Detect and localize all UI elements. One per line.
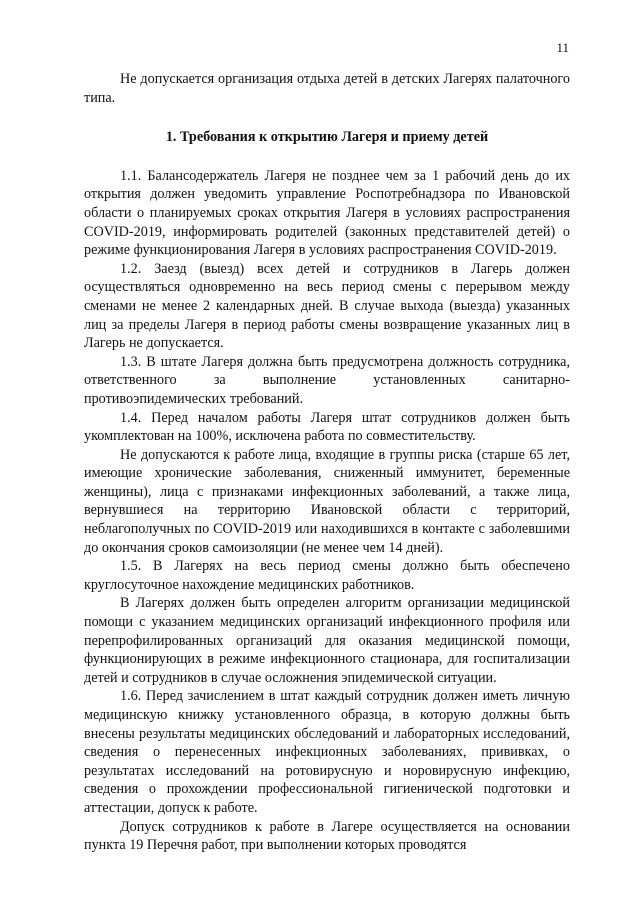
- paragraph-1-5: 1.5. В Лагерях на весь период смены должно быть обеспечено круглосуточное нахождение медицинских работников.: [84, 558, 570, 593]
- document-body: [84, 70, 570, 855]
- paragraph-admission: Допуск сотрудников к работе в Лагере осуществляется на основании пункта 19 Перечня работ, при выполнении которых проводятся: [84, 818, 570, 854]
- page-number: 11: [556, 40, 569, 55]
- paragraph-1-1: 1.1. Балансодержатель Лагеря не позднее чем за 1 рабочий день до их открытия должен уведомить управление Роспотребнадзора по Ивановской области о планируемых сроках открытия Лагеря в условиях распространения COVID-2019, информировать родителей (законных представителей детей) о режиме функционирования Лагеря в условиях распространения COVID-2019.: [84, 167, 570, 259]
- paragraph-1-4: 1.4. Перед началом работы Лагеря штат сотрудников должен быть укомплектован на 100%, исключена работа по совместительству.: [84, 409, 570, 445]
- paragraph-medical-algorithm: В Лагерях должен быть определен алгоритм организации медицинской помощи с указанием медицинских организаций инфекционного профиля или перепрофилированных организаций для оказания медицинской помощи, функционирующих в режиме инфекционного стационара, для госпитализации детей и сотрудников в случае осложнения эпидемической ситуации.: [84, 595, 570, 686]
- paragraph-1-2: 1.2. Заезд (выезд) всех детей и сотрудников в Лагерь должен осуществляться одновременно на весь период смены с перерывом между сменами не менее 2 календарных дней. В случае выхода (выезда) указанных лиц за пределы Лагеря в период работы смены возвращение указанных лиц в Лагерь не допускается.: [84, 260, 570, 352]
- paragraph-risk-groups: Не допускаются к работе лица, входящие в группы риска (старше 65 лет, имеющие хронические заболевания, сниженный иммунитет, беременные женщины), лица с признаками инфекционных заболеваний, а также лица, вернувшиеся на территорию Ивановской области с территорий, неблагополучных по COVID-2019 или находившихся в контакте с заболевшими до окончания сроков самоизоляции (не менее чем 14 дней).: [84, 446, 570, 556]
- paragraph-1-6: 1.6. Перед зачислением в штат каждый сотрудник должен иметь личную медицинскую книжку установленного образца, в которую должны быть внесены результаты медицинских обследований и лабораторных исследований, сведения о перенесенных инфекционных заболеваниях, прививках, о результатах исследований на ротовирусную и норовирусную инфекцию, сведения о прохождении профессиональной гигиенической подготовки и аттестации, допуск к работе.: [84, 688, 570, 816]
- paragraph-1-3: 1.3. В штате Лагеря должна быть предусмотрена должность сотрудника, ответственного за выполнение установленных санитарно-противоэпидемических требований.: [84, 353, 570, 407]
- section-heading: 1. Требования к открытию Лагеря и приему детей: [165, 129, 489, 146]
- intro-paragraph: Не допускается организация отдыха детей в детских Лагерях палаточного типа.: [84, 71, 570, 106]
